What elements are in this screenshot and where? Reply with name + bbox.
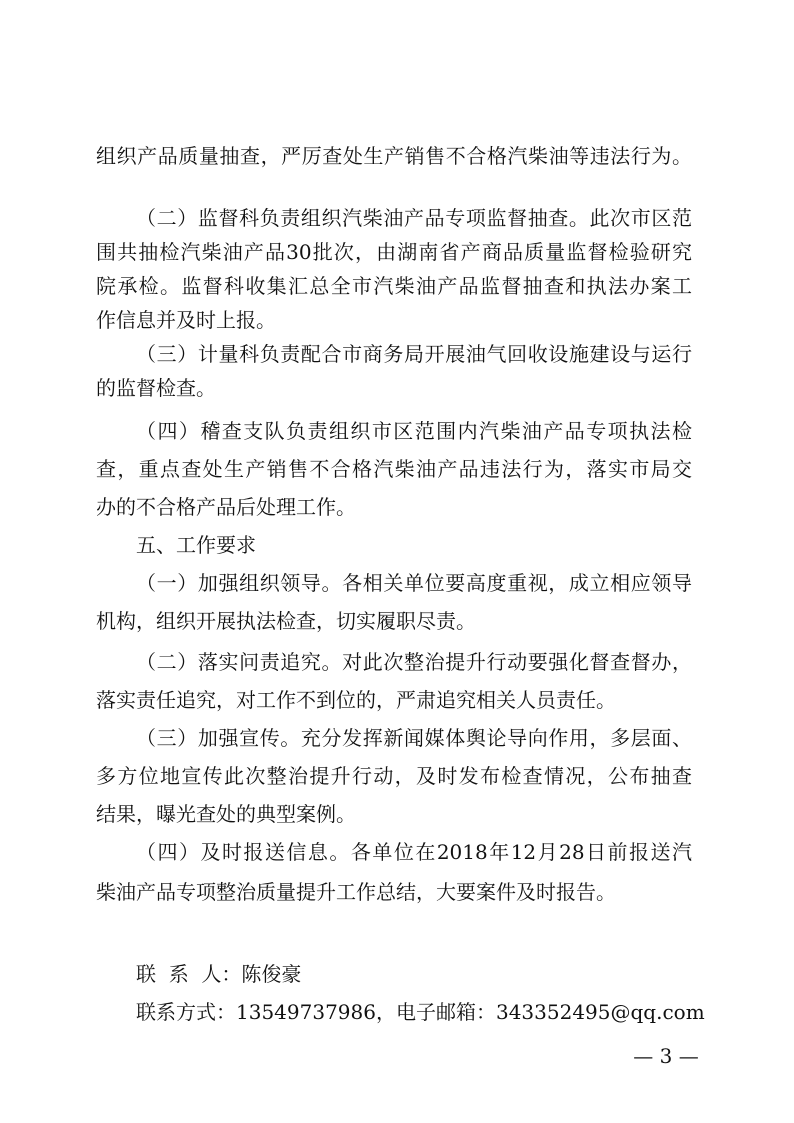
text-line: 办的不合格产品后处理工作。 — [96, 495, 356, 519]
text-line: （三）加强宣传。充分发挥新闻媒体舆论导向作用，多层面、 — [136, 726, 692, 750]
text-line: 院承检。监督科收集汇总全市汽柴油产品监督抽查和执法办案工 — [96, 274, 692, 298]
contact-person: 联 系 人：陈俊豪 — [136, 962, 302, 986]
section-heading: 五、工作要求 — [136, 533, 256, 557]
text-line: （三）计量科负责配合市商务局开展油气回收设施建设与运行 — [136, 342, 692, 366]
page-number: — 3 — — [633, 1044, 699, 1068]
text-line: 机构，组织开展执法检查，切实履职尽责。 — [96, 609, 476, 633]
text-line: 作信息并及时上报。 — [96, 308, 276, 332]
text-line: 柴油产品专项整治质量提升工作总结，大要案件及时报告。 — [96, 880, 616, 904]
text-line: 组织产品质量抽查，严厉查处生产销售不合格汽柴油等违法行为。 — [96, 144, 692, 168]
text-line: （二）落实问责追究。对此次整治提升行动要强化督查督办， — [136, 650, 692, 674]
text-line: 的监督检查。 — [96, 376, 216, 400]
text-line: （四）稽查支队负责组织市区范围内汽柴油产品专项执法检 — [136, 419, 692, 443]
text-line: 落实责任追究，对工作不到位的，严肃追究相关人员责任。 — [96, 688, 616, 712]
text-line: （一）加强组织领导。各相关单位要高度重视，成立相应领导 — [136, 571, 692, 595]
text-line: 结果，曝光查处的典型案例。 — [96, 802, 356, 826]
text-line: 查，重点查处生产销售不合格汽柴油产品违法行为，落实市局交 — [96, 457, 692, 481]
contact-info: 联系方式：13549737986，电子邮箱：343352495@qq.com — [136, 1000, 705, 1024]
text-line: （四）及时报送信息。各单位在2018年12月28日前报送汽 — [136, 840, 692, 864]
text-line: （二）监督科负责组织汽柴油产品专项监督抽查。此次市区范 — [136, 206, 692, 230]
text-line: 多方位地宣传此次整治提升行动，及时发布检查情况，公布抽查 — [96, 764, 692, 788]
text-line: 围共抽检汽柴油产品30批次，由湖南省产商品质量监督检验研究 — [96, 240, 692, 264]
